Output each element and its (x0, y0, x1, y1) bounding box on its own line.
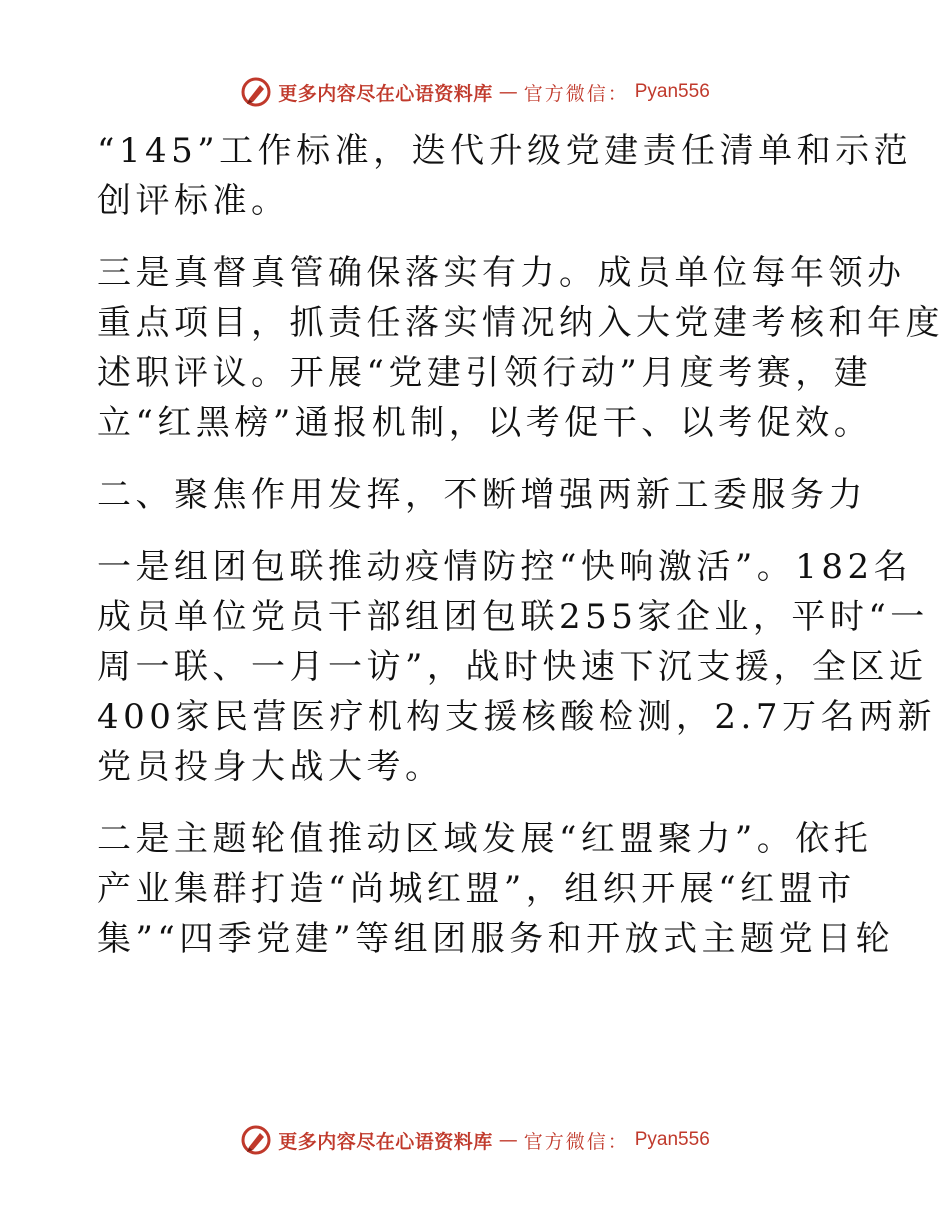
watermark-separator: — (498, 1129, 518, 1151)
text-line: 二是主题轮值推动区域发展“红盟聚力”。依托 (97, 819, 873, 859)
text-line: “145”工作标准，迭代升级党建责任清单和示范 (97, 131, 913, 171)
watermark-label: 官方微信： (523, 82, 629, 105)
paragraph (97, 126, 913, 226)
watermark-footer (0, 1120, 950, 1160)
pen-logo-icon (240, 1124, 272, 1156)
watermark-separator: — (498, 81, 518, 103)
watermark-label: 官方微信： (523, 1130, 629, 1153)
text-line: 一是组团包联推动疫情防控“快响激活”。182名 (97, 547, 913, 587)
watermark-brand: 更多内容尽在心语资料库 (278, 1130, 493, 1153)
watermark-id: Pyan556 (634, 1129, 710, 1150)
text-line: 周一联、一月一访”，战时快速下沉支援，全区近 (97, 647, 928, 687)
text-line: 集”“四季党建”等组团服务和开放式主题党日轮 (97, 919, 895, 959)
text-line: 产业集群打造“尚城红盟”，组织开展“红盟市 (97, 869, 856, 909)
text-line: 创评标准。 (97, 181, 290, 221)
pen-logo-icon (240, 76, 272, 108)
watermark-id: Pyan556 (634, 81, 710, 102)
text-line: 党员投身大战大考。 (97, 747, 444, 787)
paragraph (97, 814, 895, 964)
watermark-header (0, 72, 950, 112)
text-line: 重点项目，抓责任落实情况纳入大党建考核和年度 (97, 303, 944, 343)
section-heading (97, 470, 867, 520)
text-line: 成员单位党员干部组团包联255家企业，平时“一 (97, 597, 929, 637)
text-line: 二、聚焦作用发挥，不断增强两新工委服务力 (97, 475, 867, 515)
text-line: 三是真督真管确保落实有力。成员单位每年领办 (97, 253, 906, 293)
text-line: 400家民营医疗机构支援核酸检测，2.7万名两新 (97, 697, 936, 737)
text-line: 立“红黑榜”通报机制，以考促干、以考促效。 (97, 403, 873, 443)
watermark-brand: 更多内容尽在心语资料库 (278, 82, 493, 105)
text-line: 述职评议。开展“党建引领行动”月度考赛，建 (97, 353, 873, 393)
paragraph (97, 542, 936, 792)
document-body (97, 126, 944, 986)
paragraph (97, 248, 944, 448)
